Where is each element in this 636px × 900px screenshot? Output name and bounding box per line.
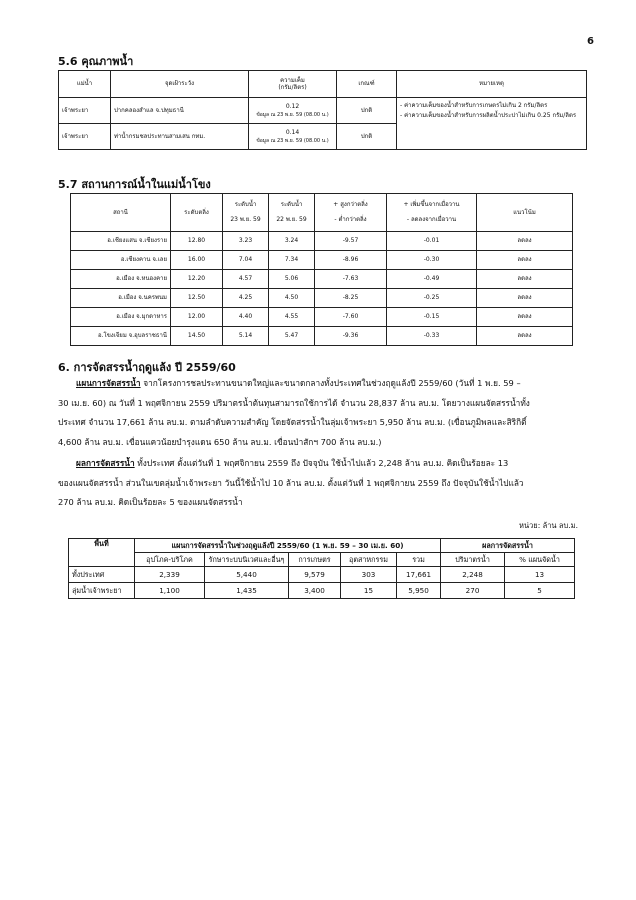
notes-cell: - ค่าความเค็มของน้ำสำหรับการเกษตรไม่เกิน 2 กรัม/ลิตร - ค่าความเค็มของน้ำสำหรับการผลิตน้ำประปาไม่เกิน 0.25 กรัม/ลิตร [397,98,587,150]
value-cell: 5,950 [397,583,441,599]
page-number: 6 [587,36,594,47]
value-cell: 1,435 [205,583,289,599]
section-6-title: 6. การจัดสรรน้ำฤดูแล้ง ปี 2559/60 [58,361,236,374]
bank-cell: 16.00 [171,251,223,270]
diff-cell: -0.30 [387,251,477,270]
value-cell: 5,440 [205,567,289,583]
trend-cell: ลดลง [477,270,573,289]
col-industry: อุตสาหกรรม [341,553,397,567]
allocation-result-paragraph: ผลการจัดสรรน้ำ ทั้งประเทศ ตั้งแต่วันที่ 1 พฤศจิกายน 2559 ถึง ปัจจุบัน ใช้น้ำไปแล้ว 2,248 ล้าน ลบ.ม. คิดเป็นร้อยละ 13 ของแผนจัดสรรน้ำ ส่วนในเขตลุ่มน้ำเจ้าพระยา วันนี้ใช้น้ำไป 10 ล้าน ลบ.ม. ตั้งแต่วันที่ 1 พฤศจิกายน 2559 ถึง ปัจจุบันใช้น้ำไปแล้ว 270 ล้าน ลบ.ม. คิดเป็นร้อยละ 5 ของแผนจัดสรรน้ำ [58,458,524,507]
trend-cell: ลดลง [477,289,573,308]
col-total: รวม [397,553,441,567]
bank-cell: 12.80 [171,232,223,251]
station-cell: อ.เมือง จ.หนองคาย [71,270,171,289]
table-row [71,308,573,327]
value-cell: 17,661 [397,567,441,583]
table-row [71,289,573,308]
col-agriculture: การเกษตร [289,553,341,567]
criteria-cell: ปกติ [337,124,397,150]
diff-cell: -7.63 [315,270,387,289]
value-cell: 303 [341,567,397,583]
mekong-table [70,193,573,346]
table-row [71,232,573,251]
col-bank: ระดับตลิ่ง [171,194,223,232]
col-area: พื้นที่ [69,539,135,567]
col-salinity: ความเค็ม (กรัม/ลิตร) [249,71,337,98]
diff-cell: -0.25 [387,289,477,308]
level-cell: 5.47 [269,327,315,346]
table-row [59,98,587,124]
level-cell: 4.55 [269,308,315,327]
trend-cell: ลดลง [477,251,573,270]
section-5-7-title: 5.7 สถานการณ์น้ำในแม่น้ำโขง [58,178,211,191]
diff-cell: -9.57 [315,232,387,251]
bank-cell: 12.50 [171,289,223,308]
value-cell: 1,100 [135,583,205,599]
table-row [69,567,575,583]
unit-label: หน่วย: ล้าน ลบ.ม. [519,521,578,530]
level-cell: 4.25 [223,289,269,308]
salinity-cell: 0.14 ข้อมูล ณ 23 พ.ย. 59 (08.00 น.) [249,124,337,150]
diff-cell: -0.33 [387,327,477,346]
diff-cell: -0.01 [387,232,477,251]
bank-cell: 12.20 [171,270,223,289]
water-quality-table [58,70,587,150]
river-cell: เจ้าพระยา [59,98,111,124]
plan-header: แผนการจัดสรรน้ำในช่วงฤดูแล้งปี 2559/60 (1 พ.ย. 59 – 30 เม.ย. 60) [135,539,441,553]
trend-cell: ลดลง [477,232,573,251]
value-cell: 5 [505,583,575,599]
value-cell: 13 [505,567,575,583]
level-cell: 5.14 [223,327,269,346]
level-cell: 7.04 [223,251,269,270]
col-percent: % แผนจัดน้ำ [505,553,575,567]
table-header-row [71,194,573,232]
criteria-cell: ปกติ [337,98,397,124]
allocation-table [68,538,575,599]
level-cell: 4.50 [269,289,315,308]
diff-cell: -7.60 [315,308,387,327]
value-cell: 270 [441,583,505,599]
allocation-result-heading: ผลการจัดสรรน้ำ [76,458,135,468]
station-cell: อ.เชียงคาน จ.เลย [71,251,171,270]
col-consumption: อุปโภค-บริโภค [135,553,205,567]
level-cell: 4.57 [223,270,269,289]
level-cell: 7.34 [269,251,315,270]
bank-cell: 14.50 [171,327,223,346]
river-cell: เจ้าพระยา [59,124,111,150]
allocation-plan-paragraph: แผนการจัดสรรน้ำ จากโครงการชลประทานขนาดใหญ่และขนาดกลางทั้งประเทศในช่วงฤดูแล้งปี 2559/60 (วันที่ 1 พ.ย. 59 – 30 เม.ย. 60) ณ วันที่ 1 พฤศจิกายน 2559 ปริมาตรน้ำต้นทุนสามารถใช้การได้ จำนวน 28,837 ล้าน ลบ.ม. โดยวางแผนจัดสรรน้ำทั้ง ประเทศ จำนวน 17,661 ล้าน ลบ.ม. ตามลำดับความสำคัญ โดยจัดสรรน้ำในลุ่มเจ้าพระยา 5,950 ล้าน ลบ.ม. (เขื่อนภูมิพลและสิริกิติ์ 4,600 ล้าน ลบ.ม. เขื่อนแควน้อยบำรุงแดน 650 ล้าน ลบ.ม. เขื่อนป่าสักฯ 700 ล้าน ลบ.ม.) [58,378,530,447]
diff-cell: -8.96 [315,251,387,270]
col-trend: แนวโน้ม [477,194,573,232]
col-level-yesterday: ระดับน้ำ 22 พ.ย. 59 [269,194,315,232]
col-diff-yesterday: + เพิ่มขึ้นจากเมื่อวาน - ลดลงจากเมื่อวาน [387,194,477,232]
value-cell: 9,579 [289,567,341,583]
col-river: แม่น้ำ [59,71,111,98]
diff-cell: -8.25 [315,289,387,308]
col-station: สถานี [71,194,171,232]
station-cell: อ.โขงเจียม จ.อุบลราชธานี [71,327,171,346]
result-header: ผลการจัดสรรน้ำ [441,539,575,553]
col-notes: หมายเหตุ [397,71,587,98]
diff-cell: -9.36 [315,327,387,346]
table-header-row [69,539,575,553]
point-cell: ท่าน้ำกรมชลประทานสามเสน กทม. [111,124,249,150]
table-row [71,327,573,346]
col-criteria: เกณฑ์ [337,71,397,98]
value-cell: 3,400 [289,583,341,599]
value-cell: 15 [341,583,397,599]
salinity-cell: 0.12 ข้อมูล ณ 23 พ.ย. 59 (08.00 น.) [249,98,337,124]
col-volume: ปริมาตรน้ำ [441,553,505,567]
col-diff-bank: + สูงกว่าตลิ่ง - ต่ำกว่าตลิ่ง [315,194,387,232]
diff-cell: -0.49 [387,270,477,289]
station-cell: อ.เมือง จ.นครพนม [71,289,171,308]
allocation-plan-heading: แผนการจัดสรรน้ำ [76,378,141,388]
col-point: จุดเฝ้าระวัง [111,71,249,98]
col-ecology: รักษาระบบนิเวศและอื่นๆ [205,553,289,567]
table-row [69,583,575,599]
trend-cell: ลดลง [477,308,573,327]
value-cell: 2,248 [441,567,505,583]
area-cell: ทั้งประเทศ [69,567,135,583]
bank-cell: 12.00 [171,308,223,327]
point-cell: ปากคลองสำแล จ.ปทุมธานี [111,98,249,124]
table-header-row [59,71,587,98]
level-cell: 4.40 [223,308,269,327]
table-row [71,270,573,289]
section-5-6-title: 5.6 คุณภาพน้ำ [58,55,134,68]
table-subheader-row [69,553,575,567]
trend-cell: ลดลง [477,327,573,346]
level-cell: 3.23 [223,232,269,251]
station-cell: อ.เชียงแสน จ.เชียงราย [71,232,171,251]
table-row [71,251,573,270]
diff-cell: -0.15 [387,308,477,327]
value-cell: 2,339 [135,567,205,583]
col-level-today: ระดับน้ำ 23 พ.ย. 59 [223,194,269,232]
level-cell: 5.06 [269,270,315,289]
level-cell: 3.24 [269,232,315,251]
station-cell: อ.เมือง จ.มุกดาหาร [71,308,171,327]
area-cell: ลุ่มน้ำเจ้าพระยา [69,583,135,599]
